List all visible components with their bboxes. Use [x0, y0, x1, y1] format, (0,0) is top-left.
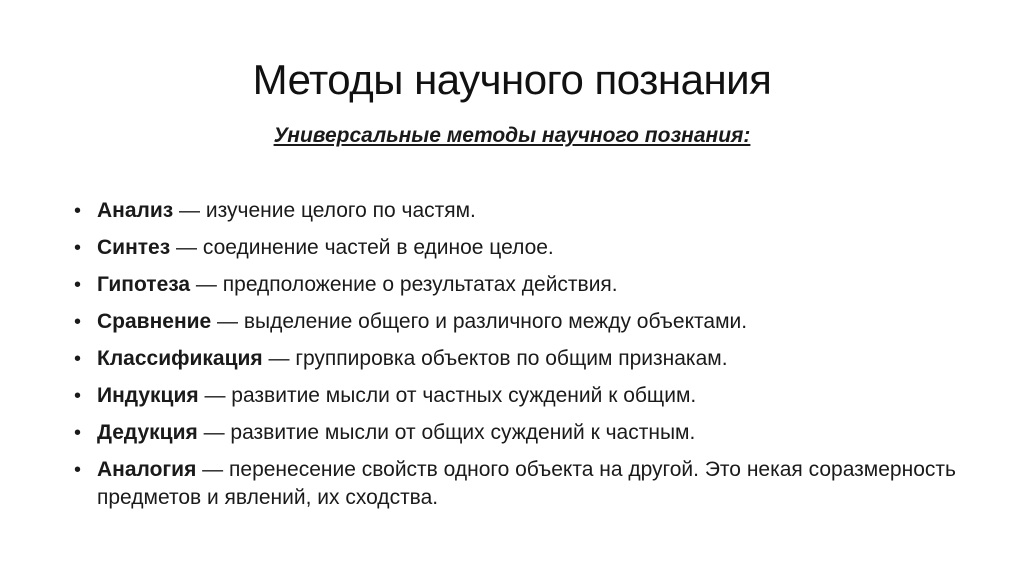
- slide-title: Методы научного познания: [252, 56, 772, 103]
- slide-subtitle: Универсальные методы научного познания:: [273, 124, 751, 147]
- bullet-icon: •: [74, 348, 82, 370]
- method-definition: — предположение о результатах действия.: [190, 273, 618, 296]
- method-definition: — выделение общего и различного между объектами.: [211, 310, 748, 333]
- list-item-induction: [74, 382, 974, 410]
- list-item-analogy: [74, 456, 974, 512]
- method-definition: — развитие мысли от общих суждений к частным.: [197, 421, 696, 444]
- method-term: Дедукция: [97, 421, 198, 444]
- list-item-hypothesis: [74, 271, 974, 299]
- method-term: Гипотеза: [97, 273, 191, 296]
- list-item-comparison: [74, 308, 974, 336]
- method-definition: — перенесение свойств одного объекта на другой. Это некая соразмерность предметов и явлений, их сходства.: [97, 458, 956, 509]
- method-definition: — развитие мысли от частных суждений к общим.: [198, 384, 697, 407]
- method-term: Классификация: [97, 347, 263, 370]
- list-item-synthesis: [74, 234, 974, 262]
- bullet-icon: •: [74, 200, 82, 222]
- method-term: Синтез: [97, 236, 171, 259]
- bullet-icon: •: [74, 311, 82, 333]
- bullet-icon: •: [74, 385, 82, 407]
- list-item-classification: [74, 345, 974, 373]
- bullet-icon: •: [74, 274, 82, 296]
- methods-list: [74, 197, 974, 521]
- list-item-analysis: [74, 197, 974, 225]
- method-term: Сравнение: [97, 310, 212, 333]
- method-definition: — изучение целого по частям.: [173, 199, 476, 222]
- method-term: Аналогия: [97, 458, 197, 481]
- method-term: Индукция: [97, 384, 199, 407]
- list-item-deduction: [74, 419, 974, 447]
- bullet-icon: •: [74, 422, 82, 444]
- bullet-icon: •: [74, 459, 82, 481]
- method-definition: — соединение частей в единое целое.: [170, 236, 554, 259]
- method-definition: — группировка объектов по общим признакам.: [262, 347, 728, 370]
- method-term: Анализ: [97, 199, 174, 222]
- bullet-icon: •: [74, 237, 82, 259]
